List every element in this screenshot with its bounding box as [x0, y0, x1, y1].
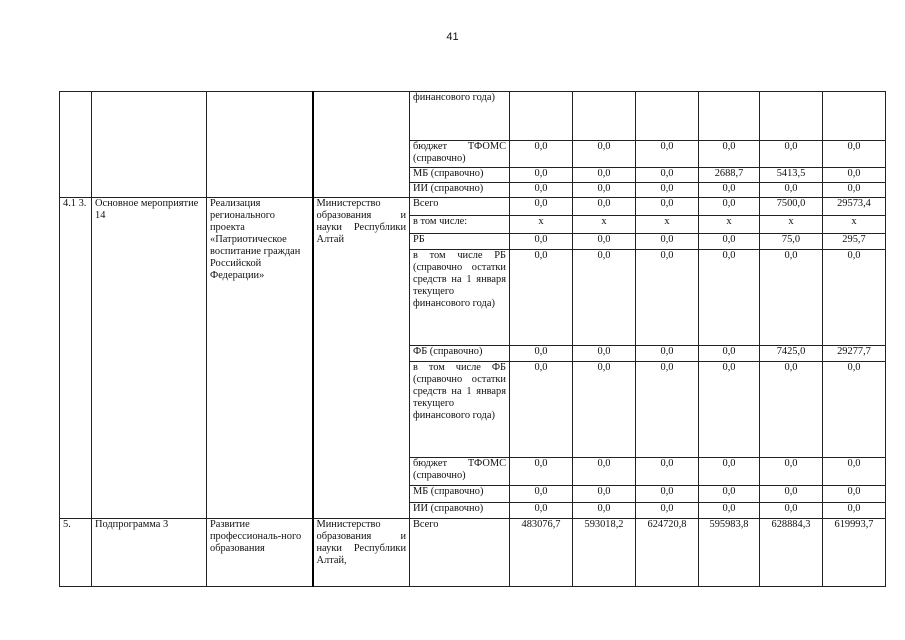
value-cell: 0,0: [760, 250, 823, 346]
value-cell: 0,0: [823, 250, 886, 346]
value-cell: 0,0: [823, 168, 886, 183]
value-cell: х: [573, 216, 636, 234]
value-cell: 0,0: [636, 503, 699, 519]
indicator-cell: ИИ (справочно): [410, 183, 510, 198]
value-cell: 75,0: [760, 234, 823, 250]
value-cell: 0,0: [699, 234, 760, 250]
num-cell: 5.: [60, 519, 92, 587]
value-cell: [573, 92, 636, 141]
table-row: [60, 92, 886, 141]
value-cell: 0,0: [510, 141, 573, 168]
executor-cell: Министерство образования и науки Республики Алтай,: [313, 519, 410, 587]
table-row: [60, 519, 886, 587]
value-cell: 0,0: [636, 141, 699, 168]
value-cell: 624720,8: [636, 519, 699, 587]
value-cell: 0,0: [760, 362, 823, 458]
value-cell: 0,0: [699, 250, 760, 346]
value-cell: 0,0: [760, 458, 823, 486]
value-cell: х: [510, 216, 573, 234]
value-cell: 0,0: [823, 503, 886, 519]
indicator-cell: в том числе ФБ (справочно остатки средств на 1 января текущего финансового года): [410, 362, 510, 458]
indicator-cell: РБ: [410, 234, 510, 250]
value-cell: 0,0: [760, 183, 823, 198]
indicator-cell: Всего: [410, 198, 510, 216]
executor-cell: Министерство образования и науки Республики Алтай: [313, 198, 410, 519]
value-cell: 0,0: [760, 503, 823, 519]
indicator-cell: Всего: [410, 519, 510, 587]
table-row: [60, 198, 886, 216]
value-cell: 0,0: [699, 141, 760, 168]
value-cell: х: [823, 216, 886, 234]
value-cell: 0,0: [699, 503, 760, 519]
value-cell: 0,0: [510, 503, 573, 519]
value-cell: 0,0: [510, 250, 573, 346]
value-cell: 628884,3: [760, 519, 823, 587]
value-cell: 0,0: [510, 168, 573, 183]
name-cell: Основное мероприятие 14: [92, 198, 207, 519]
value-cell: 0,0: [823, 141, 886, 168]
value-cell: 0,0: [573, 362, 636, 458]
indicator-cell: МБ (справочно): [410, 486, 510, 503]
value-cell: [823, 92, 886, 141]
value-cell: [636, 92, 699, 141]
value-cell: 0,0: [823, 458, 886, 486]
goal-cell: Развитие профессиональ-ного образования: [207, 519, 313, 587]
value-cell: 7425,0: [760, 346, 823, 362]
table-body: [60, 92, 886, 587]
value-cell: 0,0: [636, 250, 699, 346]
value-cell: 0,0: [573, 234, 636, 250]
value-cell: 0,0: [636, 486, 699, 503]
value-cell: 0,0: [510, 183, 573, 198]
name-cell: Подпрограмма 3: [92, 519, 207, 587]
value-cell: [699, 92, 760, 141]
goal-cell: [207, 92, 313, 198]
value-cell: х: [760, 216, 823, 234]
indicator-cell: бюджет ТФОМС (справочно): [410, 458, 510, 486]
value-cell: 0,0: [823, 486, 886, 503]
value-cell: [510, 92, 573, 141]
value-cell: 0,0: [636, 234, 699, 250]
value-cell: 0,0: [823, 183, 886, 198]
value-cell: 0,0: [699, 346, 760, 362]
value-cell: 0,0: [510, 346, 573, 362]
value-cell: 0,0: [760, 141, 823, 168]
goal-cell: Реализация регионального проекта «Патриотическое воспитание граждан Российской Федерации»: [207, 198, 313, 519]
value-cell: 0,0: [510, 362, 573, 458]
value-cell: 0,0: [573, 168, 636, 183]
indicator-cell: ИИ (справочно): [410, 503, 510, 519]
value-cell: 619993,7: [823, 519, 886, 587]
value-cell: 5413,5: [760, 168, 823, 183]
name-cell: [92, 92, 207, 198]
value-cell: 0,0: [573, 458, 636, 486]
value-cell: 295,7: [823, 234, 886, 250]
value-cell: 29277,7: [823, 346, 886, 362]
value-cell: 0,0: [636, 183, 699, 198]
num-cell: 4.1 3.: [60, 198, 92, 519]
value-cell: [760, 92, 823, 141]
value-cell: 0,0: [510, 486, 573, 503]
value-cell: 0,0: [699, 486, 760, 503]
value-cell: х: [636, 216, 699, 234]
value-cell: х: [699, 216, 760, 234]
value-cell: 0,0: [699, 183, 760, 198]
page-number: 41: [446, 31, 459, 43]
value-cell: 595983,8: [699, 519, 760, 587]
value-cell: 0,0: [573, 486, 636, 503]
indicator-cell: в том числе РБ (справочно остатки средств на 1 января текущего финансового года): [410, 250, 510, 346]
value-cell: 0,0: [510, 458, 573, 486]
value-cell: 0,0: [699, 198, 760, 216]
value-cell: 483076,7: [510, 519, 573, 587]
value-cell: 0,0: [636, 362, 699, 458]
value-cell: 0,0: [636, 458, 699, 486]
num-cell: [60, 92, 92, 198]
value-cell: 0,0: [573, 141, 636, 168]
value-cell: 2688,7: [699, 168, 760, 183]
indicator-cell: в том числе:: [410, 216, 510, 234]
value-cell: 0,0: [699, 458, 760, 486]
value-cell: 29573,4: [823, 198, 886, 216]
executor-cell: [313, 92, 410, 198]
indicator-cell: ФБ (справочно): [410, 346, 510, 362]
indicator-cell: бюджет ТФОМС (справочно): [410, 141, 510, 168]
value-cell: 0,0: [573, 198, 636, 216]
value-cell: 0,0: [573, 503, 636, 519]
indicator-cell: МБ (справочно): [410, 168, 510, 183]
value-cell: 593018,2: [573, 519, 636, 587]
value-cell: 0,0: [636, 346, 699, 362]
value-cell: 0,0: [636, 198, 699, 216]
value-cell: 0,0: [760, 486, 823, 503]
indicator-cell: финансового года): [410, 92, 510, 141]
value-cell: 0,0: [510, 234, 573, 250]
value-cell: 0,0: [699, 362, 760, 458]
value-cell: 0,0: [636, 168, 699, 183]
value-cell: 0,0: [573, 346, 636, 362]
value-cell: 0,0: [573, 250, 636, 346]
value-cell: 0,0: [573, 183, 636, 198]
budget-table: [59, 91, 886, 587]
value-cell: 0,0: [510, 198, 573, 216]
value-cell: 7500,0: [760, 198, 823, 216]
value-cell: 0,0: [823, 362, 886, 458]
